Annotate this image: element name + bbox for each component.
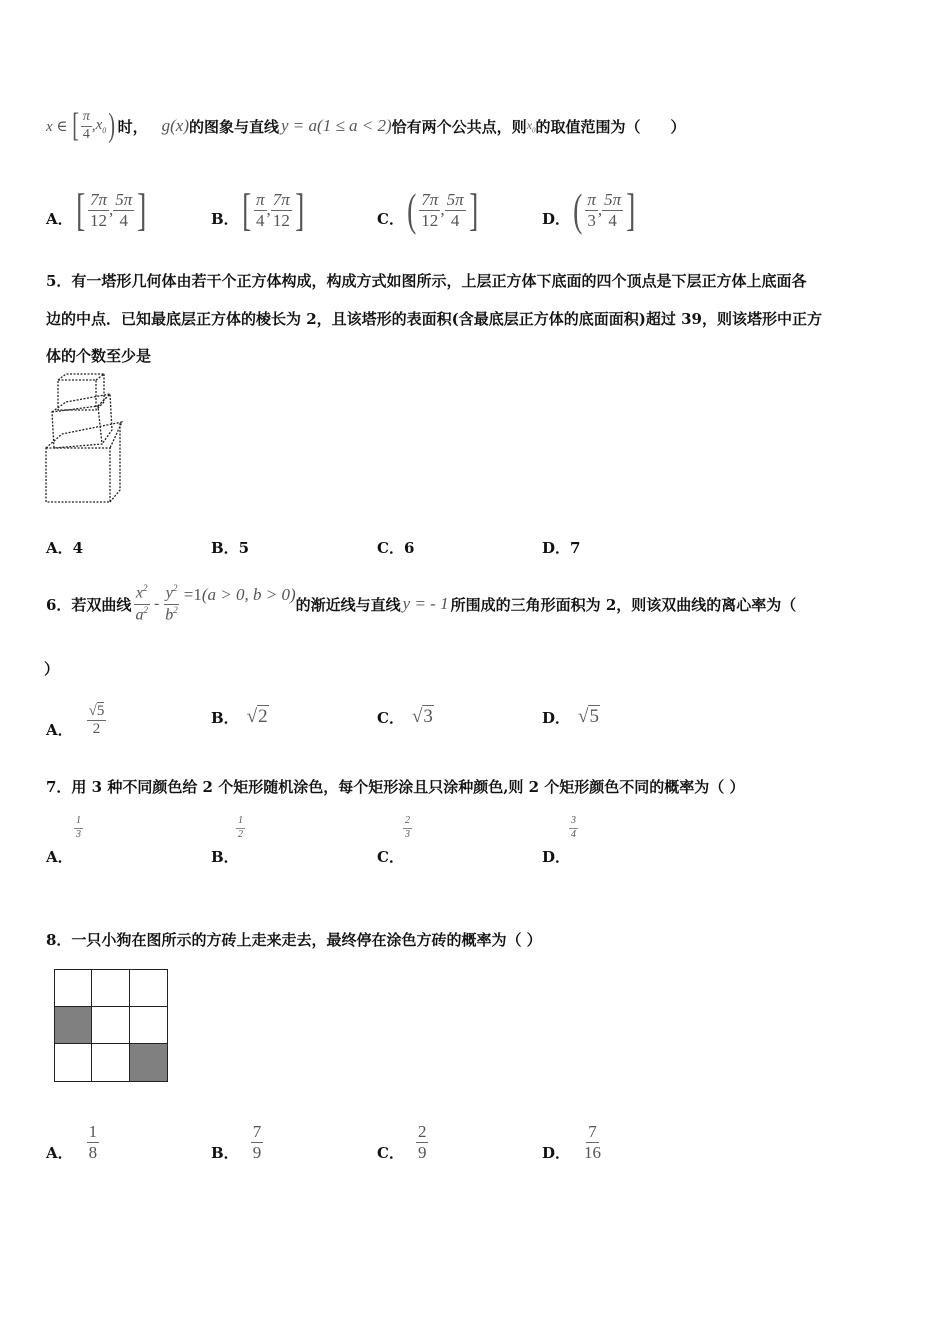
q8-tile-grid — [54, 969, 168, 1082]
tile — [92, 970, 129, 1007]
q6-frac-y2-b2: $\frac{y^2}{b^2}$ — [165, 583, 178, 623]
tile — [130, 1007, 167, 1044]
middle-cube-side — [98, 394, 112, 444]
q7-stem: 7．用 3 种不同颜色给 2 个矩形随机涂色，每个矩形涂且只涂种颜色,则 2 个矩形颜色不同的概率为（ ） — [46, 778, 745, 796]
q7-option-a[interactable]: $\frac{1}{3}$ A． — [46, 815, 81, 866]
q8-option-b[interactable]: B． $\frac{7}{9}$ — [211, 1122, 262, 1162]
q4-x-in: x ∈ — [46, 118, 68, 135]
q4-option-c[interactable]: C． ( $\frac{7\pi}{12}$ , $\frac{5\pi}{4}$ ] — [377, 184, 478, 235]
tile — [55, 1044, 92, 1081]
bottom-cube-top — [46, 422, 122, 448]
tile — [55, 970, 92, 1007]
top-cube-top — [58, 374, 104, 380]
middle-cube-front — [52, 406, 102, 448]
shaded-tile — [130, 1044, 167, 1081]
q7-option-b[interactable]: $\frac{1}{2}$ B． — [211, 815, 243, 866]
q5-option-a[interactable]: A．4 — [46, 539, 84, 557]
q4-x0-second: $x_0$ — [526, 117, 536, 135]
q6-option-b[interactable]: B． √2 — [211, 706, 268, 727]
bottom-cube-side — [110, 422, 120, 502]
q8-stem: 8．一只小狗在图所示的方砖上走来走去，最终停在涂色方砖的概率为（ ） — [46, 931, 542, 949]
q6-close-paren: ） — [44, 660, 60, 678]
q6-option-c[interactable]: C． √3 — [377, 706, 433, 727]
q6-option-a[interactable]: A． $\frac{√5}{2}$ — [46, 702, 105, 739]
q4-option-b[interactable]: B． [ $\frac{\pi}{4}$ , $\frac{7\pi}{12}$ ] — [211, 184, 305, 235]
q5-option-b[interactable]: B．5 — [211, 539, 250, 557]
q5-tower-figure — [42, 372, 126, 506]
q8-option-d[interactable]: D． $\frac{7}{16}$ — [542, 1122, 602, 1162]
q4-option-d[interactable]: D． ( $\frac{\pi}{3}$ , $\frac{5\pi}{4}$ ] — [542, 184, 636, 235]
q4-bracket-left: [ — [71, 107, 79, 144]
q4-bracket-right: ) — [108, 107, 116, 144]
q8-option-a[interactable]: A． $\frac{1}{8}$ — [46, 1122, 98, 1162]
q5-line-2: 边的中点．已知最底层正方体的棱长为 2，且该塔形的表面积(含最底层正方体的底面面积)超过 39，则该塔形中正方 — [46, 310, 822, 328]
q7-option-c[interactable]: $\frac{2}{3}$ C． — [377, 815, 410, 866]
q5-line-3: 体的个数至少是 — [46, 347, 152, 365]
shaded-tile — [55, 1007, 92, 1044]
q8-option-c[interactable]: C． $\frac{2}{9}$ — [377, 1122, 427, 1162]
q4-fraction-pi-4: $\frac{\pi}{4}$ — [82, 108, 90, 142]
q4-option-a[interactable]: A． [ $\frac{7\pi}{12}$ , $\frac{5\pi}{4}$ ] — [46, 184, 147, 235]
bottom-cube-front — [46, 448, 110, 502]
q5-option-c[interactable]: C．6 — [377, 539, 415, 557]
tile — [130, 970, 167, 1007]
q6-frac-x2-a2: $\frac{x^2}{a^2}$ — [135, 583, 148, 623]
tile — [92, 1007, 129, 1044]
tile — [92, 1044, 129, 1081]
top-cube-front — [58, 380, 96, 410]
q6-option-d[interactable]: D． √5 — [542, 706, 599, 727]
q4-stem: x ∈ [ $\frac{\pi}{4}$ , $x_0$ ) 时， g (x) 的图象与直线 y = a (1 ≤ a < 2) 恰有两个公共点，则 $x_0$ 的取值范围为（ ） — [46, 107, 686, 144]
q6-stem: 6．若双曲线 $\frac{x^2}{a^2}$ - $\frac{y^2}{b^2}$ =1 (a > 0, b > 0) 的渐近线与直线 y = - 1 所围成的三角形面积为 2，则该双曲线的离心率为（ — [46, 583, 797, 623]
q4-x0: $x_0$ — [95, 117, 107, 135]
q5-option-d[interactable]: D．7 — [542, 539, 581, 557]
q7-option-d[interactable]: $\frac{3}{4}$ D． — [542, 815, 576, 866]
q5-line-1: 5．有一塔形几何体由若干个正方体构成，构成方式如图所示，上层正方体下底面的四个顶点是下层正方体上底面各 — [46, 272, 807, 290]
